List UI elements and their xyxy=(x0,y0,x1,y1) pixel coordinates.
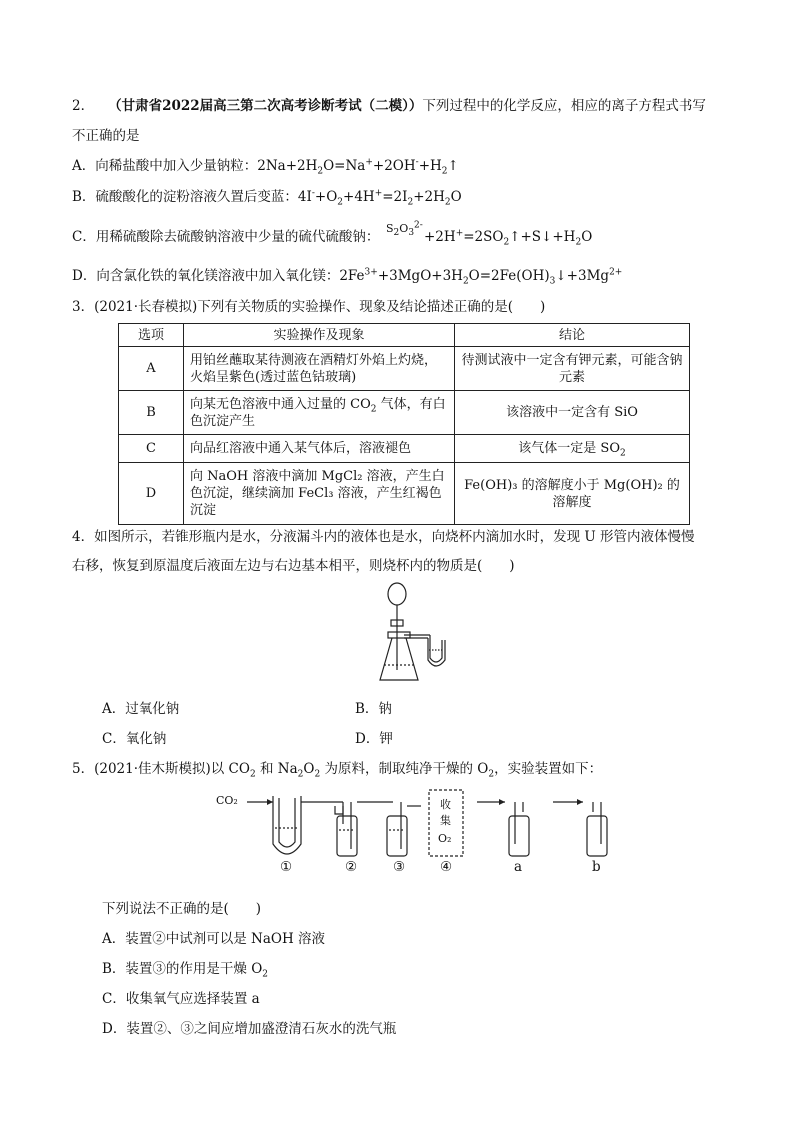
q5-sub-stem: 下列说法不正确的是( ) xyxy=(102,901,262,917)
q4-stem-line2: 右移，恢复到原温度后液面左边与右边基本相平，则烧杯内的物质是( ) xyxy=(72,558,515,574)
q3-stem: 3．(2021·长春模拟)下列有关物质的实验操作、现象及结论描述正确的是( ) xyxy=(72,299,546,315)
header-conclusion: 结论 xyxy=(455,324,690,347)
q5-option-d: D．装置②、③之间应增加盛澄清石灰水的洗气瓶 xyxy=(102,1021,397,1037)
q5-apparatus-figure xyxy=(215,784,615,884)
q4-option-d: D．钾 xyxy=(355,731,393,747)
q5-option-c: C．收集氧气应选择装置 a xyxy=(102,991,260,1007)
q5-option-a: A．装置②中试剂可以是 NaOH 溶液 xyxy=(102,931,326,947)
q2-c-thiosulfate: $S_2O_3^{2-}$ xyxy=(386,220,423,239)
q2-source: （甘肃省2022届高三第二次高考诊断考试（二模）） xyxy=(108,98,423,114)
q2-stem-line2: 不正确的是 xyxy=(72,128,140,144)
q2-option-d: D．向含氯化铁的氧化镁溶液中加入氧化镁：$2Fe^{3+}+3MgO+3H_2O=2Fe(OH)_3↓+3Mg^{2+}$ xyxy=(72,267,623,287)
q4-option-a: A．过氧化钠 xyxy=(102,701,180,717)
table-row: B 向某无色溶液中通入过量的 $CO_2$ 气体，有白色沉淀产生 该溶液中一定含有 SiO xyxy=(119,391,690,435)
gas-train-diagram xyxy=(215,784,615,884)
q4-option-b: B．钠 xyxy=(355,701,392,717)
experiment-table xyxy=(118,323,690,525)
q4-apparatus-figure xyxy=(370,580,460,690)
q5-fig-label: a xyxy=(514,859,523,875)
q5-fig-label: ④ xyxy=(440,859,453,875)
q5-fig-label: ③ xyxy=(393,859,406,875)
q4-stem-line1: 4．如图所示，若锥形瓶内是水，分液漏斗内的液体也是水，向烧杯内滴加水时，发现 U 形管内液体慢慢 xyxy=(72,529,695,545)
q5-fig-label: ① xyxy=(280,859,293,875)
q2-a-equation: $2Na+2H_2O=Na^++2OH^-+H_2↑$ xyxy=(257,157,459,177)
q4-option-c: C．氧化钠 xyxy=(102,731,167,747)
flask-u-tube-diagram xyxy=(370,580,460,690)
q2-stem: 2． （甘肃省2022届高三第二次高考诊断考试（二模））下列过程中的化学反应，相应的离子方程式书写 xyxy=(72,98,706,114)
q2-d-equation: $2Fe^{3+}+3MgO+3H_2O=2Fe(OH)_3↓+3Mg^{2+}$ xyxy=(339,267,623,287)
header-operation: 实验操作及现象 xyxy=(184,324,455,347)
header-option: 选项 xyxy=(119,324,184,347)
q2-c-equation: $+2H^+=2SO_2↑+S↓+H_2O$ xyxy=(424,228,593,248)
q5-co2-label: CO₂ xyxy=(216,794,238,807)
q5-collect-label-2: 集 xyxy=(440,814,451,827)
q5-fig-label: ② xyxy=(345,859,358,875)
table-row: C 向品红溶液中通入某气体后，溶液褪色 该气体一定是 $SO_2$ xyxy=(119,435,690,463)
q5-option-b: B．装置③的作用是干燥 $O_2$ xyxy=(102,961,269,980)
table-row: D 向 NaOH 溶液中滴加 MgCl₂ 溶液，产生白色沉淀，继续滴加 FeCl₃ 溶液，产生红褐色沉淀 Fe(OH)₃ 的溶解度小于 Mg(OH)₂ 的溶解度 xyxy=(119,463,690,525)
q2-b-equation: $4I^-+O_2+4H^+=2I_2+2H_2O$ xyxy=(297,188,462,208)
q2-option-a: A．向稀盐酸中加入少量钠粒：$2Na+2H_2O=Na^++2OH^-+H_2↑$ xyxy=(72,157,459,177)
q5-collect-label-1: 收 xyxy=(440,798,451,811)
q5-stem: 5．(2021·佳木斯模拟)以 $CO_2$ 和 $Na_2O_2$ 为原料，制取纯净干燥的 $O_2$，实验装置如下： xyxy=(72,761,603,780)
table-row: A 用铂丝蘸取某待测液在酒精灯外焰上灼烧，火焰呈紫色(透过蓝色钴玻璃) 待测试液中一定含有钾元素，可能含钠元素 xyxy=(119,347,690,391)
table-header-row xyxy=(119,324,690,347)
q5-collect-label-3: O₂ xyxy=(438,832,452,845)
q5-fig-label: b xyxy=(592,859,601,875)
q2-option-c: C．用稀硫酸除去硫酸钠溶液中少量的硫代硫酸钠： xyxy=(72,229,380,245)
q2-option-b: B．硫酸酸化的淀粉溶液久置后变蓝：$4I^-+O_2+4H^+=2I_2+2H_2O$ xyxy=(72,188,462,208)
